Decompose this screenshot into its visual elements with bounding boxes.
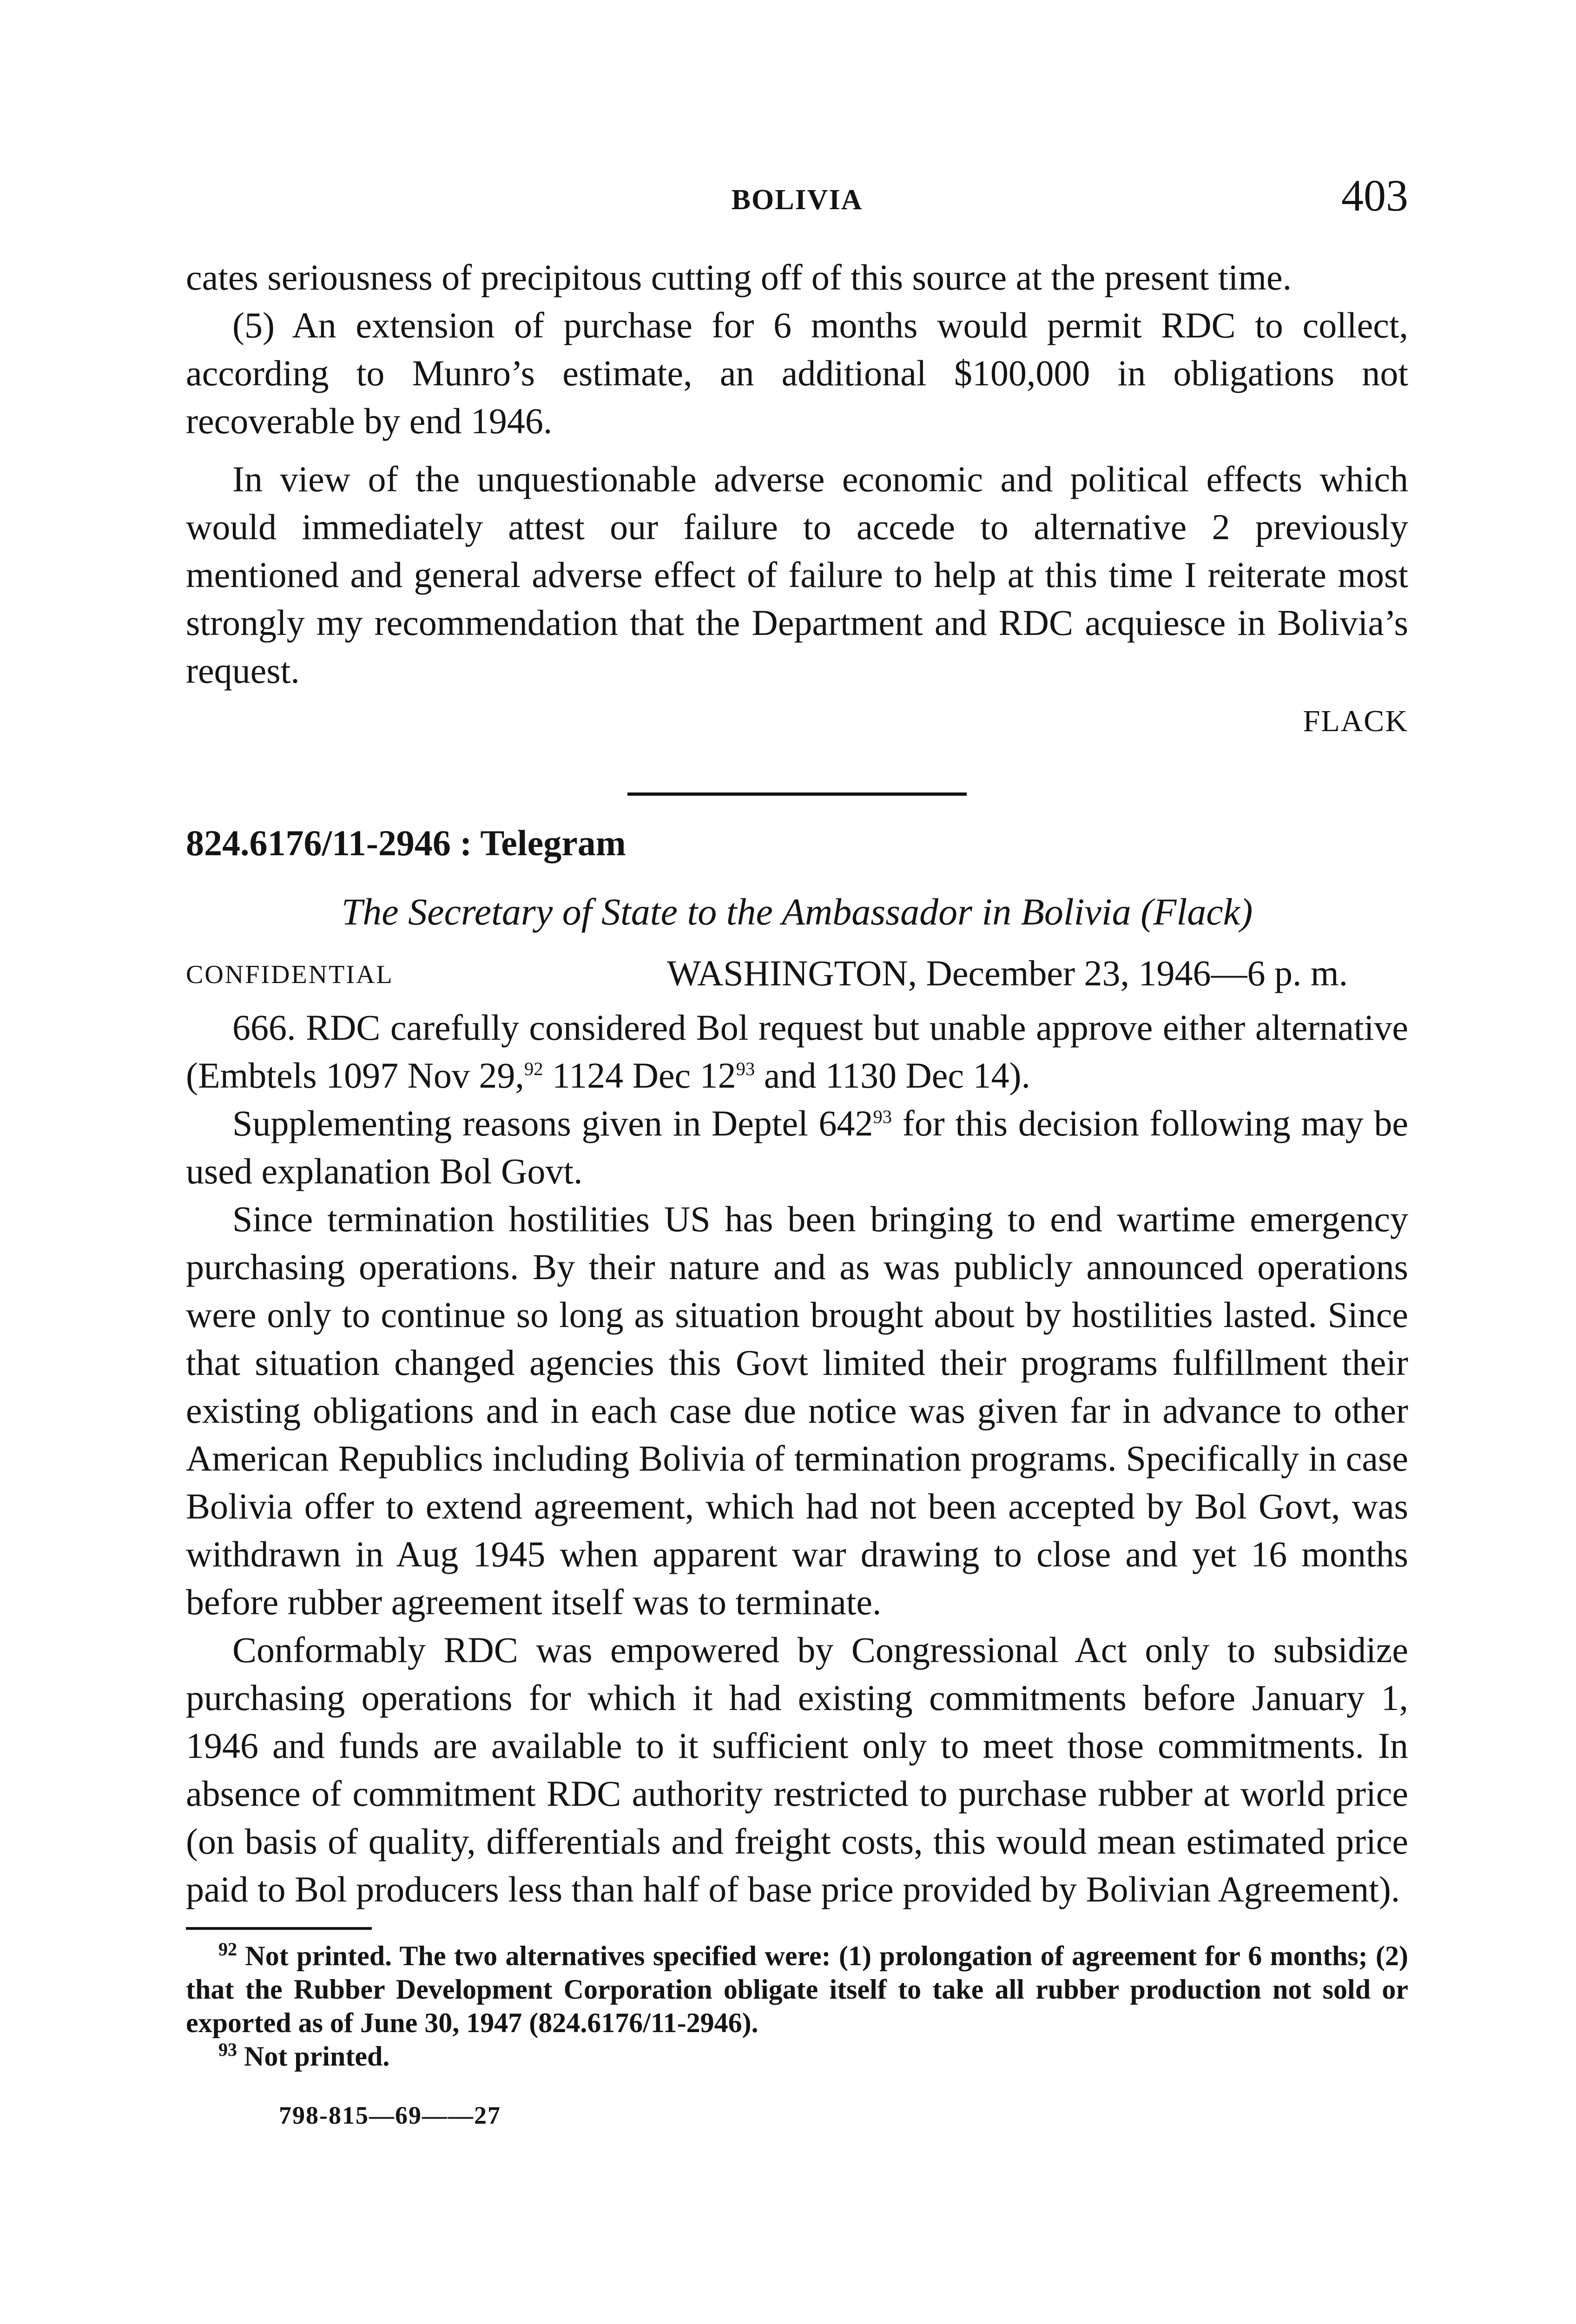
footnote-ref: 93 — [873, 1106, 892, 1127]
telegram-paragraph-3: Since termination hostilities US has been bringing to end wartime emergency purchasing operations. By their nature and as was publicly announced operations were only to continue so long as situation brought about by hostilities lasted. Since that situation changed agencies this Govt limited their programs fulfillment their existing obligations and in each case due notice was given far in advance to other American Republics including Bolivia of termination programs. Specifically in case Bolivia offer to extend agreement, which had not been accepted by Bol Govt, was withdrawn in Aug 1945 when apparent war drawing to close and yet 16 months before rubber agreement itself was to terminate. — [186, 1199, 1408, 1622]
signature: FLACK — [1303, 704, 1408, 738]
footnote-divider — [186, 1927, 372, 1930]
footnote-93: $^{93}$ Not printed. — [218, 2039, 390, 2072]
footnotes — [186, 1939, 1408, 2073]
recommendation-paragraph: In view of the unquestionable adverse economic and political effects which would immediately attest our failure to accede to alternative 2 previously mentioned and general adverse effect of failure to help at this time I reiterate most strongly my recommendation that the Department and RDC acquiesce in Bolivia’s request. — [186, 459, 1408, 691]
printer-code: 798-815—69——27 — [279, 2101, 501, 2129]
dateline-row — [186, 952, 1408, 1004]
section-divider — [627, 792, 967, 796]
telegram-paragraph-4: Conformably RDC was empowered by Congressional Act only to subsidize purchasing operations for which it had existing commitments before January 1, 1946 and funds are available to it sufficient only to meet those commitments. In absence of commitment RDC authority restricted to purchase rubber at world price (on basis of quality, differentials and freight costs, this would mean estimated price paid to Bol producers less than half of base price provided by Bolivian Agreement). — [186, 1630, 1408, 1909]
dateline: WASHINGTON, December 23, 1946—6 p. m. — [667, 953, 1348, 993]
document-heading: The Secretary of State to the Ambassador in Bolivia (Flack) — [341, 891, 1253, 933]
telegram-paragraph-2: Supplementing reasons given in Deptel $642^{93}$ for this decision following may be used explanation Bol Govt. — [186, 1103, 1408, 1191]
paragraph-item-5: (5) An extension of purchase for 6 months would permit RDC to collect, according to Munro’s estimate, an additional $100,000 in obligations not recoverable by end 1946. — [186, 305, 1408, 441]
telegram-paragraph-1: 666. RDC carefully considered Bol request but unable approve either alternative (Embtels 1097 Nov 29,92 1124 Dec $12^{93}$ and 1130 Dec 14). — [186, 1007, 1408, 1096]
footnote-ref: 92 — [524, 1058, 543, 1079]
footnote-ref: 93 — [736, 1058, 755, 1079]
classification-label: CONFIDENTIAL — [186, 960, 394, 989]
page-number: 403 — [1341, 171, 1408, 220]
running-title: BOLIVIA — [731, 184, 863, 216]
body-column — [186, 253, 1408, 2130]
footnote-92: $^{92}$ Not printed. The two alternatives specified were: (1) prolongation of agreement for 6 months; (2) that the Rubber Development Corporation obligate itself to take all rubber production not sold or exported as of June 30, 1947 (824.6176/11-2946). — [186, 1939, 1409, 2038]
continued-paragraph: cates seriousness of precipitous cutting off of this source at the present time. — [186, 257, 1292, 297]
file-number: 824.6176/11-2946 : Telegram — [186, 823, 626, 863]
running-header — [186, 170, 1408, 225]
